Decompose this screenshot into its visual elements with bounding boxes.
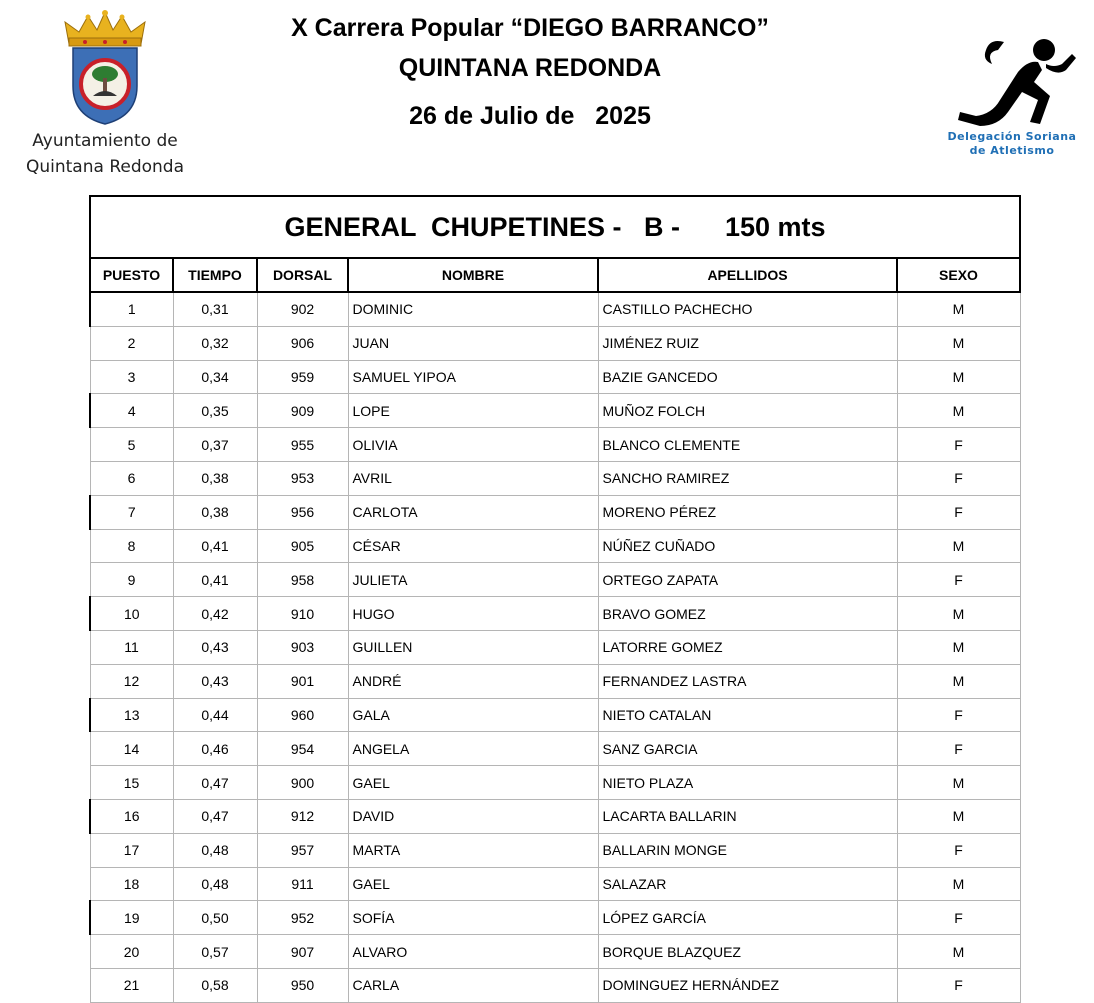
sex-cell: F xyxy=(897,833,1020,867)
municipality-logo xyxy=(10,8,200,180)
table-row xyxy=(90,867,1020,901)
sex-cell: M xyxy=(897,597,1020,631)
bib-cell: 912 xyxy=(257,799,348,833)
table-row xyxy=(90,833,1020,867)
column-tiempo-header: TIEMPO xyxy=(173,258,257,292)
position-cell: 20 xyxy=(90,935,173,969)
bib-cell: 958 xyxy=(257,563,348,597)
surname-cell: BAZIE GANCEDO xyxy=(598,360,897,394)
first-name-cell: JUAN xyxy=(348,326,598,360)
column-dorsal-header: DORSAL xyxy=(257,258,348,292)
position-cell: 18 xyxy=(90,867,173,901)
time-cell: 0,41 xyxy=(173,529,257,563)
bib-cell: 952 xyxy=(257,901,348,935)
sex-cell: M xyxy=(897,630,1020,664)
sex-cell: F xyxy=(897,698,1020,732)
table-row xyxy=(90,529,1020,563)
table-row xyxy=(90,394,1020,428)
bib-cell: 910 xyxy=(257,597,348,631)
first-name-cell: GUILLEN xyxy=(348,630,598,664)
surname-cell: MUÑOZ FOLCH xyxy=(598,394,897,428)
running-athlete-icon xyxy=(942,30,1082,130)
time-cell: 0,32 xyxy=(173,326,257,360)
bib-cell: 900 xyxy=(257,766,348,800)
first-name-cell: DOMINIC xyxy=(348,292,598,326)
surname-cell: BALLARIN MONGE xyxy=(598,833,897,867)
table-row xyxy=(90,292,1020,326)
position-cell: 11 xyxy=(90,630,173,664)
first-name-cell: ANGELA xyxy=(348,732,598,766)
time-cell: 0,48 xyxy=(173,833,257,867)
position-cell: 2 xyxy=(90,326,173,360)
time-cell: 0,38 xyxy=(173,461,257,495)
position-cell: 5 xyxy=(90,428,173,462)
bib-cell: 959 xyxy=(257,360,348,394)
first-name-cell: CÉSAR xyxy=(348,529,598,563)
federation-name-line2: de Atletismo xyxy=(969,144,1055,157)
surname-cell: SANZ GARCIA xyxy=(598,732,897,766)
event-title-block xyxy=(250,8,810,131)
bib-cell: 902 xyxy=(257,292,348,326)
first-name-cell: ANDRÉ xyxy=(348,664,598,698)
surname-cell: SANCHO RAMIREZ xyxy=(598,461,897,495)
event-title: X Carrera Popular “DIEGO BARRANCO” xyxy=(291,14,769,42)
position-cell: 14 xyxy=(90,732,173,766)
sex-cell: M xyxy=(897,360,1020,394)
bib-cell: 960 xyxy=(257,698,348,732)
position-cell: 9 xyxy=(90,563,173,597)
first-name-cell: ALVARO xyxy=(348,935,598,969)
federation-name-line1: Delegación Soriana xyxy=(947,130,1077,143)
time-cell: 0,35 xyxy=(173,394,257,428)
first-name-cell: HUGO xyxy=(348,597,598,631)
position-cell: 13 xyxy=(90,698,173,732)
surname-cell: NÚÑEZ CUÑADO xyxy=(598,529,897,563)
surname-cell: FERNANDEZ LASTRA xyxy=(598,664,897,698)
surname-cell: MORENO PÉREZ xyxy=(598,495,897,529)
column-apellidos-header: APELLIDOS xyxy=(598,258,897,292)
table-row xyxy=(90,935,1020,969)
table-row xyxy=(90,461,1020,495)
column-sexo-header: SEXO xyxy=(897,258,1020,292)
time-cell: 0,42 xyxy=(173,597,257,631)
first-name-cell: MARTA xyxy=(348,833,598,867)
position-cell: 19 xyxy=(90,901,173,935)
first-name-cell: LOPE xyxy=(348,394,598,428)
surname-cell: DOMINGUEZ HERNÁNDEZ xyxy=(598,968,897,1002)
sex-cell: M xyxy=(897,799,1020,833)
time-cell: 0,43 xyxy=(173,664,257,698)
sex-cell: M xyxy=(897,394,1020,428)
time-cell: 0,43 xyxy=(173,630,257,664)
time-cell: 0,47 xyxy=(173,766,257,800)
column-nombre-header: NOMBRE xyxy=(348,258,598,292)
time-cell: 0,46 xyxy=(173,732,257,766)
position-cell: 6 xyxy=(90,461,173,495)
municipal-crest-icon xyxy=(55,8,155,126)
sex-cell: F xyxy=(897,968,1020,1002)
table-row xyxy=(90,799,1020,833)
surname-cell: BORQUE BLAZQUEZ xyxy=(598,935,897,969)
table-row xyxy=(90,563,1020,597)
column-puesto-header: PUESTO xyxy=(90,258,173,292)
bib-cell: 954 xyxy=(257,732,348,766)
first-name-cell: CARLA xyxy=(348,968,598,1002)
surname-cell: LÓPEZ GARCÍA xyxy=(598,901,897,935)
sex-cell: M xyxy=(897,935,1020,969)
sex-cell: F xyxy=(897,563,1020,597)
time-cell: 0,48 xyxy=(173,867,257,901)
bib-cell: 903 xyxy=(257,630,348,664)
bib-cell: 950 xyxy=(257,968,348,1002)
time-cell: 0,41 xyxy=(173,563,257,597)
position-cell: 16 xyxy=(90,799,173,833)
sex-cell: M xyxy=(897,326,1020,360)
position-cell: 12 xyxy=(90,664,173,698)
first-name-cell: SOFÍA xyxy=(348,901,598,935)
first-name-cell: OLIVIA xyxy=(348,428,598,462)
bib-cell: 906 xyxy=(257,326,348,360)
first-name-cell: GALA xyxy=(348,698,598,732)
time-cell: 0,34 xyxy=(173,360,257,394)
event-date: 26 de Julio de 2025 xyxy=(409,102,651,130)
first-name-cell: CARLOTA xyxy=(348,495,598,529)
table-row xyxy=(90,766,1020,800)
time-cell: 0,31 xyxy=(173,292,257,326)
surname-cell: SALAZAR xyxy=(598,867,897,901)
table-row xyxy=(90,698,1020,732)
sex-cell: M xyxy=(897,867,1020,901)
bib-cell: 905 xyxy=(257,529,348,563)
table-row xyxy=(90,428,1020,462)
time-cell: 0,47 xyxy=(173,799,257,833)
time-cell: 0,58 xyxy=(173,968,257,1002)
page-header xyxy=(0,0,1094,190)
table-row xyxy=(90,968,1020,1002)
column-header-row xyxy=(90,258,1020,292)
first-name-cell: GAEL xyxy=(348,766,598,800)
federation-logo xyxy=(930,30,1094,170)
position-cell: 4 xyxy=(90,394,173,428)
first-name-cell: DAVID xyxy=(348,799,598,833)
surname-cell: CASTILLO PACHECHO xyxy=(598,292,897,326)
first-name-cell: JULIETA xyxy=(348,563,598,597)
surname-cell: NIETO PLAZA xyxy=(598,766,897,800)
surname-cell: LATORRE GOMEZ xyxy=(598,630,897,664)
surname-cell: BLANCO CLEMENTE xyxy=(598,428,897,462)
sex-cell: M xyxy=(897,766,1020,800)
bib-cell: 956 xyxy=(257,495,348,529)
first-name-cell: AVRIL xyxy=(348,461,598,495)
table-row xyxy=(90,597,1020,631)
surname-cell: NIETO CATALAN xyxy=(598,698,897,732)
bib-cell: 955 xyxy=(257,428,348,462)
surname-cell: JIMÉNEZ RUIZ xyxy=(598,326,897,360)
time-cell: 0,50 xyxy=(173,901,257,935)
position-cell: 17 xyxy=(90,833,173,867)
time-cell: 0,37 xyxy=(173,428,257,462)
surname-cell: ORTEGO ZAPATA xyxy=(598,563,897,597)
category-heading: GENERAL CHUPETINES - B - 150 mts xyxy=(90,196,1020,258)
table-row xyxy=(90,495,1020,529)
first-name-cell: GAEL xyxy=(348,867,598,901)
sex-cell: M xyxy=(897,529,1020,563)
surname-cell: LACARTA BALLARIN xyxy=(598,799,897,833)
org-name-line2: Quintana Redonda xyxy=(25,157,184,177)
sex-cell: F xyxy=(897,732,1020,766)
sex-cell: M xyxy=(897,664,1020,698)
table-heading-row xyxy=(90,196,1020,258)
bib-cell: 911 xyxy=(257,867,348,901)
first-name-cell: SAMUEL YIPOA xyxy=(348,360,598,394)
event-location: QUINTANA REDONDA xyxy=(398,54,662,82)
results-table xyxy=(89,195,1021,1003)
table-row xyxy=(90,360,1020,394)
sex-cell: F xyxy=(897,428,1020,462)
position-cell: 1 xyxy=(90,292,173,326)
time-cell: 0,57 xyxy=(173,935,257,969)
position-cell: 7 xyxy=(90,495,173,529)
table-row xyxy=(90,630,1020,664)
position-cell: 21 xyxy=(90,968,173,1002)
position-cell: 3 xyxy=(90,360,173,394)
position-cell: 10 xyxy=(90,597,173,631)
table-row xyxy=(90,326,1020,360)
org-name-line1: Ayuntamiento de xyxy=(32,131,178,151)
sex-cell: F xyxy=(897,461,1020,495)
bib-cell: 901 xyxy=(257,664,348,698)
surname-cell: BRAVO GOMEZ xyxy=(598,597,897,631)
bib-cell: 907 xyxy=(257,935,348,969)
sex-cell: F xyxy=(897,495,1020,529)
sex-cell: M xyxy=(897,292,1020,326)
table-row xyxy=(90,664,1020,698)
position-cell: 8 xyxy=(90,529,173,563)
time-cell: 0,44 xyxy=(173,698,257,732)
bib-cell: 909 xyxy=(257,394,348,428)
bib-cell: 957 xyxy=(257,833,348,867)
table-row xyxy=(90,901,1020,935)
bib-cell: 953 xyxy=(257,461,348,495)
table-row xyxy=(90,732,1020,766)
position-cell: 15 xyxy=(90,766,173,800)
results-body xyxy=(90,292,1020,1002)
time-cell: 0,38 xyxy=(173,495,257,529)
sex-cell: F xyxy=(897,901,1020,935)
